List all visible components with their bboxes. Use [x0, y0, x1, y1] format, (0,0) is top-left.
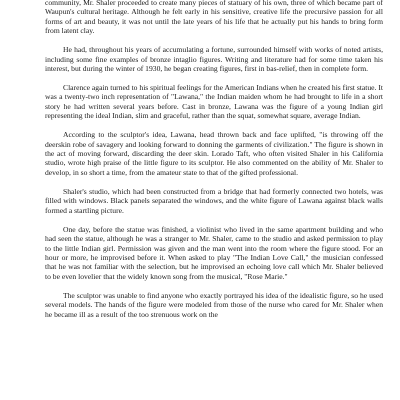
text-column	[45, 0, 383, 329]
paragraph-7: The sculptor was unable to find anyone who exactly portrayed his idea of the idealistic figure, so he used several models. The hands of the figure were modeled from those of the nurse who cared for Mr. Shaler when he became ill as a result of the too strenuous work on the	[45, 290, 383, 319]
paragraph-2: He had, throughout his years of accumulating a fortune, surrounded himself with works of noted artists, including some fine examples of bronze intaglio figures. Writing and literature had for some time taken his interest, but during the winter of 1930, he began creating figures, first in bas-relief, then in complete form.	[45, 45, 383, 74]
paragraph-1: community, Mr. Shaler proceeded to create many pieces of statuary of his own, three of which became part of Waupun's cultural heritage. Although he felt early in his sensitive, creative life the precursive passion for all forms of art and beauty, it was not until the late years of his life that he actually put his hands to bring form from latent clay.	[45, 0, 383, 36]
paragraph-4: According to the sculptor's idea, Lawana, head thrown back and face uplifted, "is throwing off the deerskin robe of savagery and looking forward to donning the garments of civilization." The figure is shown in the act of moving forward, discarding the deer skin. Lorado Taft, who often visited Shaler in his California studio, wrote high praise of the little figure to its sculptor. He also commented on the ability of Mr. Shaler to develop, in so short a time, from the amateur state to that of the gifted professional.	[45, 130, 383, 177]
paragraph-6: One day, before the statue was finished, a violinist who lived in the same apartment building and who had seen the statue, although he was a stranger to Mr. Shaler, came to the studio and asked permission to play to the little Indian girl. Permission was given and the man went into the room where the figure stood. For an hour or more, he improvised before it. When asked to play "The Indian Love Call," the musician confessed that he was not familiar with the selection, but he improvised an echoing love call which Mr. Shaler believed to be even lovelier that the widely known song from the musical, "Rose Marie."	[45, 224, 383, 281]
paragraph-5: Shaler's studio, which had been constructed from a bridge that had formerly connected two hotels, was filled with windows. Black panels separated the windows, and the white figure of Lawana against black walls formed a startling picture.	[45, 186, 383, 215]
paragraph-3: Clarence again turned to his spiritual feelings for the American Indians when he created his first statue. It was a twenty-two inch representation of "Lawana," the Indian maiden whom he had brought to life in a short story he had written several years before. Cast in bronze, Lawana was the figure of a young Indian girl representing the ideal Indian, slim and graceful, rather than the squat, somewhat square, average Indian.	[45, 83, 383, 121]
